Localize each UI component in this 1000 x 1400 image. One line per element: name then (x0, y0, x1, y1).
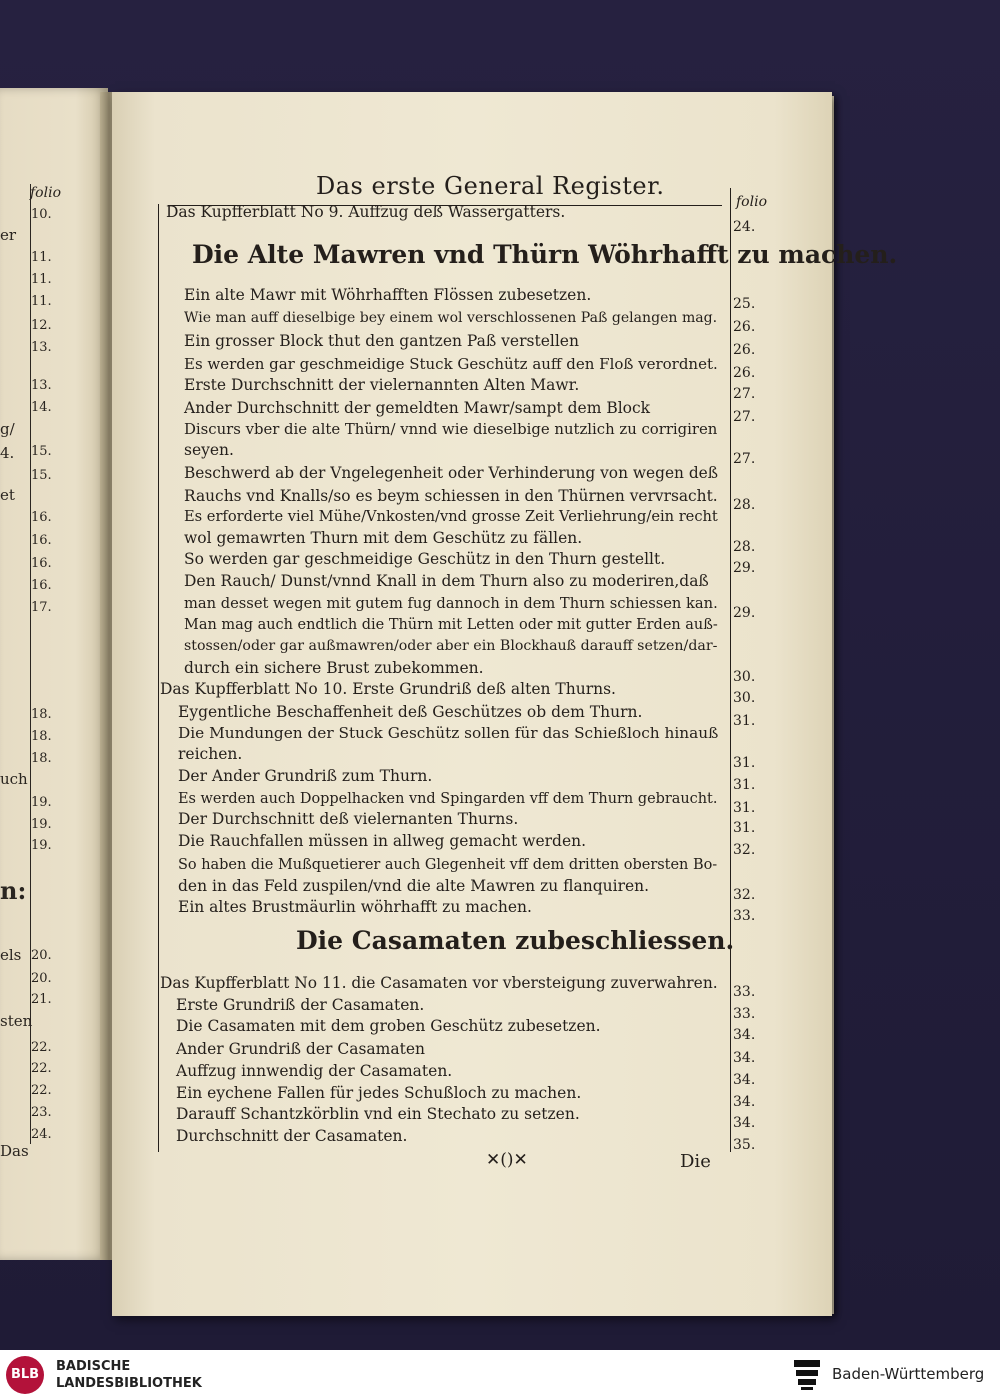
register-entry (176, 1040, 425, 1058)
register-entry (176, 1017, 601, 1035)
entry-page-number: 27. (733, 386, 756, 402)
entry-text: Den Rauch/ Dunst/vnnd Knall in dem Thurn also zu moderiren,daß (184, 572, 709, 590)
register-entry (176, 1127, 407, 1145)
previous-page-number: 12. (31, 318, 52, 333)
entry-page-number: 30. (733, 690, 756, 706)
previous-page-number: 16. (31, 556, 52, 571)
register-entry (184, 376, 579, 394)
entry-text: Erste Durchschnitt der vielernannten Alten Mawr. (184, 376, 580, 394)
entry-text: Die Rauchfallen müssen in allweg gemacht werden. (178, 832, 587, 850)
left-column-rule (158, 204, 159, 1152)
folio-column-rule (730, 188, 731, 1152)
register-entry (178, 832, 586, 850)
register-entry (178, 790, 717, 808)
entry-page-number: 26. (733, 319, 756, 335)
entry-page-number: 24. (733, 219, 756, 235)
register-entry (184, 529, 582, 547)
folio-column-label: folio (736, 194, 767, 210)
entry-page-number: 31. (733, 800, 756, 816)
register-entry (178, 703, 642, 721)
entry-text: stossen/oder gar außmawren/oder aber ein Blockhauß darauff setzen/dar- (184, 638, 718, 654)
entry-page-number: 34. (733, 1027, 756, 1043)
previous-page-number: 18. (31, 729, 52, 744)
entry-text: Darauff Schantzkörblin vnd ein Stechato zu setzen. (176, 1105, 580, 1123)
previous-page-number: 19. (31, 838, 52, 853)
previous-page-number: 16. (31, 533, 52, 548)
entry-page-number: 32. (733, 842, 756, 858)
previous-page-number: 11. (31, 250, 52, 265)
entry-page-number: 34. (733, 1050, 756, 1066)
page-title: Das erste General Register. (316, 172, 665, 200)
entry-page-number: 27. (733, 451, 756, 467)
entry-page-number: 28. (733, 497, 756, 513)
previous-page-number: 22. (31, 1061, 52, 1076)
entry-page-number: 31. (733, 777, 756, 793)
library-name[interactable] (56, 1358, 202, 1392)
entry-text: man desset wegen mit gutem fug dannoch in dem Thurn schiessen kan. (184, 595, 718, 612)
register-entry (178, 877, 649, 895)
entry-page-number: 34. (733, 1094, 756, 1110)
entry-page-number: 33. (733, 984, 756, 1000)
register-entry (176, 1105, 580, 1123)
previous-page-folio-label: folio (30, 185, 61, 201)
previous-page-fragment: els (0, 946, 22, 964)
entry-text: Auffzug innwendig der Casamaten. (176, 1062, 453, 1080)
register-entry (176, 996, 424, 1014)
entry-text: Es werden gar geschmeidige Stuck Geschütz auff den Floß verordnet. (184, 355, 718, 373)
entry-page-number: 34. (733, 1072, 756, 1088)
entry-text: durch ein sichere Brust zubekommen. (184, 659, 484, 677)
entry-text: wol gemawrten Thurn mit dem Geschütz zu fällen. (184, 529, 583, 547)
entry-text: Ander Durchschnitt der gemeldten Mawr/sampt dem Block (184, 399, 651, 417)
previous-page-fragment: uch (0, 770, 28, 788)
register-entry (184, 355, 718, 373)
entry-page-number: 33. (733, 908, 756, 924)
register-entry (184, 487, 718, 505)
previous-page-number: 16. (31, 578, 52, 593)
previous-page-number: 20. (31, 948, 52, 963)
register-entry (184, 309, 717, 327)
entry-text: Durchschnitt der Casamaten. (176, 1127, 408, 1145)
entry-text: Ander Grundriß der Casamaten (176, 1040, 425, 1058)
entry-text: So werden gar geschmeidige Geschütz in den Thurn gestellt. (184, 550, 666, 568)
entry-page-number: 26. (733, 365, 756, 381)
previous-page-number: 22. (31, 1040, 52, 1055)
entry-page-number: 27. (733, 409, 756, 425)
blb-logo[interactable]: BLB (6, 1356, 44, 1394)
register-entry (178, 898, 532, 916)
register-entry (184, 332, 579, 350)
entry-text: Discurs vber die alte Thürn/ vnnd wie dieselbige nutzlich zu corrigiren (184, 420, 718, 438)
entry-page-number: 35. (733, 1137, 756, 1153)
ornament: ✕()✕ (486, 1150, 528, 1170)
previous-page-number: 19. (31, 795, 52, 810)
library-footer (0, 1350, 1000, 1400)
entry-page-number: 34. (733, 1115, 756, 1131)
entry-page-number: 30. (733, 669, 756, 685)
previous-page-fragment: Das (0, 1142, 29, 1160)
entry-text: Es erforderte viel Mühe/Vnkosten/vnd grosse Zeit Verliehrung/ein recht (184, 508, 718, 525)
previous-page-number: 20. (31, 971, 52, 986)
entry-text: Ein grosser Block thut den gantzen Paß verstellen (184, 332, 579, 350)
register-entry (184, 441, 234, 459)
previous-page-number: 15. (31, 444, 52, 459)
register-entry (184, 595, 718, 613)
catchword: Die (680, 1151, 711, 1172)
entry-text: Das Kupfferblatt No 11. die Casamaten vor vbersteigung zuverwahren. (160, 974, 718, 992)
register-entry (184, 550, 665, 568)
register-entry (166, 203, 565, 221)
previous-page-number: 16. (31, 510, 52, 525)
register-entry (184, 420, 717, 438)
entry-page-number: 33. (733, 1006, 756, 1022)
state-emblem-icon (792, 1358, 822, 1392)
previous-page-number: 15. (31, 468, 52, 483)
entry-text: Eygentliche Beschaffenheit deß Geschützes ob dem Thurn. (178, 703, 643, 721)
entry-text: Die Mundungen der Stuck Geschütz sollen für das Schießloch hinauß (178, 724, 719, 742)
previous-page-fragment: sten (0, 1012, 33, 1030)
previous-page-number: 13. (31, 378, 52, 393)
entry-text: Wie man auff dieselbige bey einem wol verschlossenen Paß gelangen mag. (184, 310, 718, 326)
previous-page (0, 88, 108, 1260)
entry-text: Ein altes Brustmäurlin wöhrhafft zu machen. (178, 898, 532, 916)
register-entry (176, 1084, 581, 1102)
entry-text: Rauchs vnd Knalls/so es beym schiessen in den Thürnen vervrsacht. (184, 487, 718, 505)
entry-text: Erste Grundriß der Casamaten. (176, 996, 425, 1014)
entry-page-number: 31. (733, 820, 756, 836)
previous-page-number: 22. (31, 1083, 52, 1098)
previous-page-fragment: 4. (0, 444, 15, 462)
entry-text: Der Ander Grundriß zum Thurn. (178, 767, 433, 785)
entry-text: Es werden auch Doppelhacken vnd Spingarden vff dem Thurn gebraucht. (178, 791, 718, 807)
register-entry (160, 974, 718, 992)
entry-page-number: 31. (733, 755, 756, 771)
previous-page-number: 23. (31, 1105, 52, 1120)
entry-page-number: 26. (733, 342, 756, 358)
entry-text: Der Durchschnitt deß vielernanten Thurns. (178, 810, 519, 828)
register-entry (176, 1062, 452, 1080)
register-entry (184, 399, 650, 417)
entry-text: Man mag auch endtlich die Thürn mit Letten oder mit gutter Erden auß- (184, 617, 718, 633)
previous-page-number: 21. (31, 992, 52, 1007)
register-entry (184, 464, 718, 482)
section-heading: Die Casamaten zubeschliessen. (296, 926, 735, 955)
entry-page-number: 29. (733, 605, 756, 621)
entry-page-number: 29. (733, 560, 756, 576)
library-name-line2: LANDESBIBLIOTHEK (56, 1376, 202, 1391)
register-entry (184, 508, 718, 526)
previous-page-fragment: n: (0, 876, 27, 905)
register-entry (178, 856, 717, 874)
previous-page-number: 11. (31, 272, 52, 287)
register-entry (184, 572, 709, 590)
previous-page-fragment: er (0, 226, 17, 244)
register-entry (178, 724, 718, 742)
entry-text: seyen. (184, 441, 234, 459)
register-entry (184, 637, 717, 655)
entry-text: Das Kupfferblatt No 9. Auffzug deß Wassergatters. (166, 203, 566, 221)
previous-page-number: 18. (31, 751, 52, 766)
entry-text: Die Casamaten mit dem groben Geschütz zubesetzen. (176, 1017, 601, 1035)
previous-page-number: 17. (31, 600, 52, 615)
previous-page-number: 10. (31, 207, 52, 222)
previous-page-number: 19. (31, 817, 52, 832)
previous-page-fragment: et (0, 486, 15, 504)
entry-text: Beschwerd ab der Vngelegenheit oder Verhinderung von wegen deß (184, 464, 719, 482)
entry-page-number: 31. (733, 713, 756, 729)
entry-page-number: 32. (733, 887, 756, 903)
previous-page-number: 13. (31, 340, 52, 355)
register-entry (184, 286, 591, 304)
previous-page-number: 11. (31, 294, 52, 309)
previous-page-fragment: g/ (0, 420, 15, 438)
entry-page-number: 25. (733, 296, 756, 312)
previous-page-number: 24. (31, 1127, 52, 1142)
register-entry (184, 659, 484, 677)
section-heading: Die Alte Mawren vnd Thürn Wöhrhafft zu machen. (192, 240, 898, 269)
entry-text: Ein eychene Fallen für jedes Schußloch zu machen. (176, 1084, 582, 1102)
entry-text: So haben die Mußquetierer auch Glegenheit vff dem dritten obersten Bo- (178, 857, 718, 873)
register-entry (178, 745, 242, 763)
register-entry (184, 616, 718, 634)
library-name-line1: BADISCHE (56, 1359, 131, 1374)
register-entry (160, 680, 616, 698)
entry-text: Ein alte Mawr mit Wöhrhafften Flössen zubesetzen. (184, 286, 592, 304)
entry-page-number: 28. (733, 539, 756, 555)
entry-text: Das Kupfferblatt No 10. Erste Grundriß deß alten Thurns. (160, 680, 616, 698)
state-name[interactable]: Baden-Württemberg (832, 1365, 985, 1383)
previous-page-number: 14. (31, 400, 52, 415)
entry-text: den in das Feld zuspilen/vnd die alte Mawren zu flanquiren. (178, 877, 650, 895)
previous-page-number: 18. (31, 707, 52, 722)
register-entry (178, 810, 518, 828)
register-entry (178, 767, 432, 785)
entry-text: reichen. (178, 745, 243, 763)
